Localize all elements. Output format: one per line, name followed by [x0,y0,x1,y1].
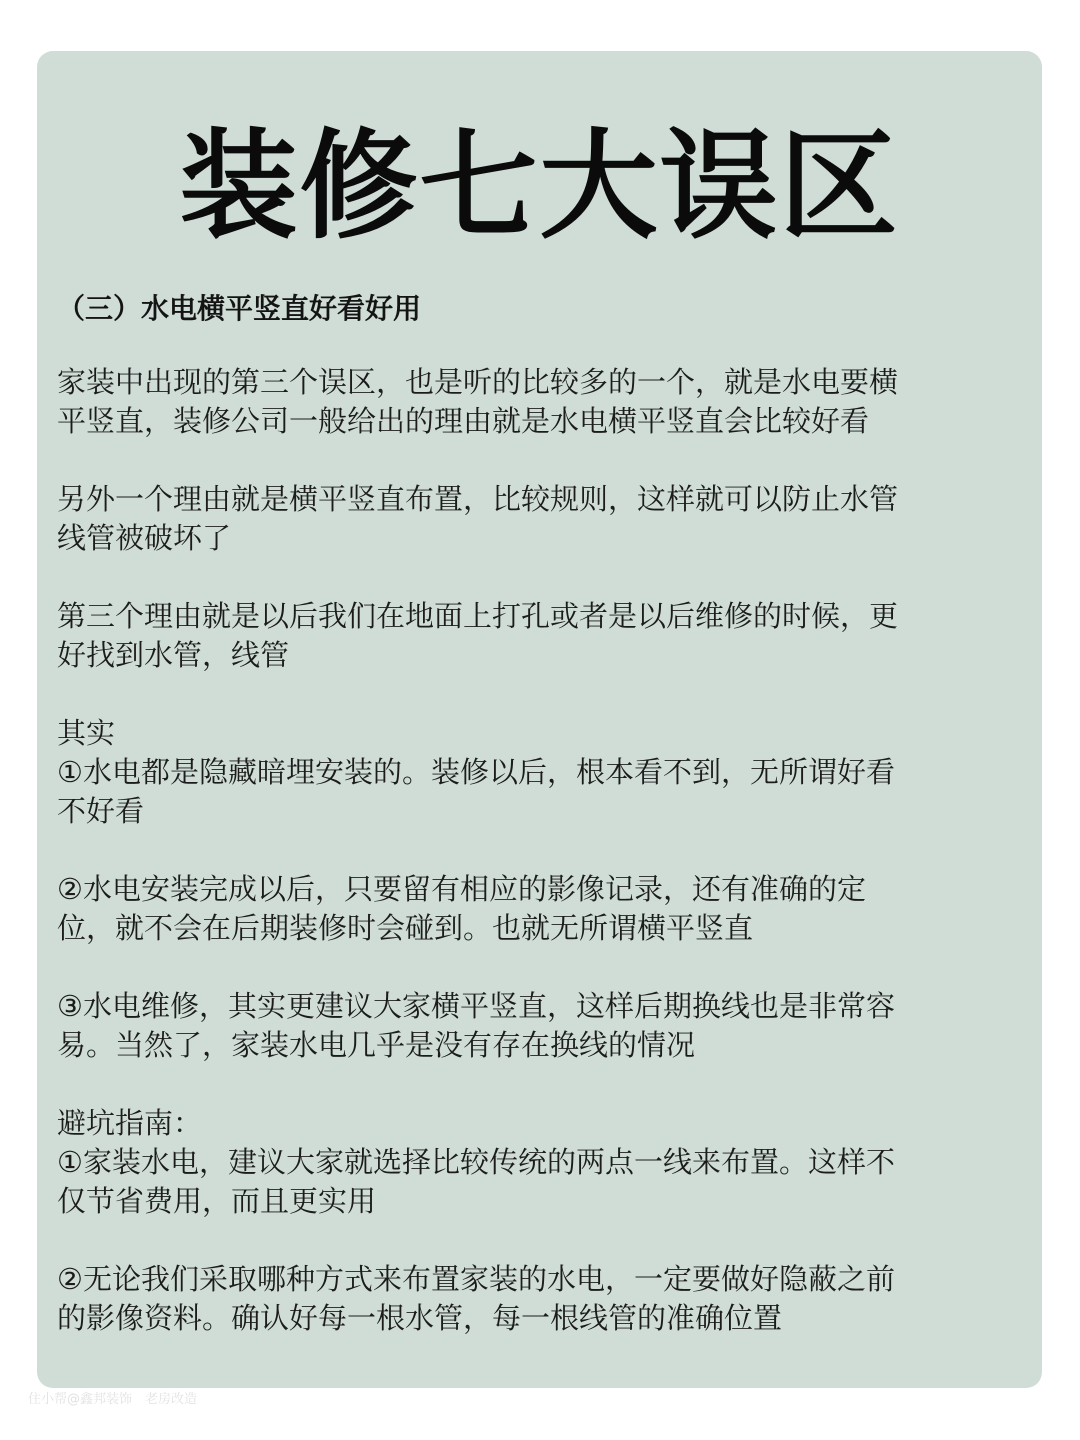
content-card [37,51,1042,1388]
paragraph-second-reason [57,480,1017,558]
paragraph-point-3 [57,987,1017,1065]
text-line: 易。当然了，家装水电几乎是没有存在换线的情况 [57,1028,696,1062]
text-line: 不好看 [57,794,145,828]
text-line: ③水电维修，其实更建议大家横平竖直，这样后期换线也是非常容 [57,989,895,1023]
text-line: 家装中出现的第三个误区，也是听的比较多的一个，就是水电要横 [57,365,899,399]
page-title: 装修七大误区 [179,117,900,255]
text-line: 仅节省费用，而且更实用 [57,1184,377,1218]
article-body [57,363,1017,1377]
text-line: ②无论我们采取哪种方式来布置家装的水电，一定要做好隐蔽之前 [57,1262,895,1296]
text-line: ①家装水电，建议大家就选择比较传统的两点一线来布置。这样不 [57,1145,895,1179]
text-line: 好找到水管，线管 [57,638,290,672]
text-line: 位，就不会在后期装修时会碰到。也就无所谓横平竖直 [57,911,754,945]
paragraph-intro [57,363,1017,441]
text-line: 线管被破坏了 [57,521,232,555]
paragraph-tip-1 [57,1143,1017,1221]
paragraph-in-fact-heading [57,714,1017,753]
paragraph-third-reason [57,597,1017,675]
paragraph-tips-heading [57,1104,1017,1143]
text-line: 另外一个理由就是横平竖直布置，比较规则，这样就可以防止水管 [57,482,899,516]
text-line: 的影像资料。确认好每一根水管，每一根线管的准确位置 [57,1301,783,1335]
text-line: 避坑指南： [57,1106,203,1140]
watermark-text: 住小帮@鑫邦装饰 老房改造 [28,1392,198,1407]
text-line: ①水电都是隐藏暗埋安装的。装修以后，根本看不到，无所谓好看 [57,755,895,789]
paragraph-point-1 [57,753,1017,831]
text-line: 平竖直，装修公司一般给出的理由就是水电横平竖直会比较好看 [57,404,870,438]
text-line: 其实 [57,716,116,750]
paragraph-point-2 [57,870,1017,948]
paragraph-tip-2 [57,1260,1017,1338]
section-subtitle: （三）水电横平竖直好看好用 [57,292,422,325]
text-line: ②水电安装完成以后，只要留有相应的影像记录，还有准确的定 [57,872,866,906]
text-line: 第三个理由就是以后我们在地面上打孔或者是以后维修的时候，更 [57,599,899,633]
